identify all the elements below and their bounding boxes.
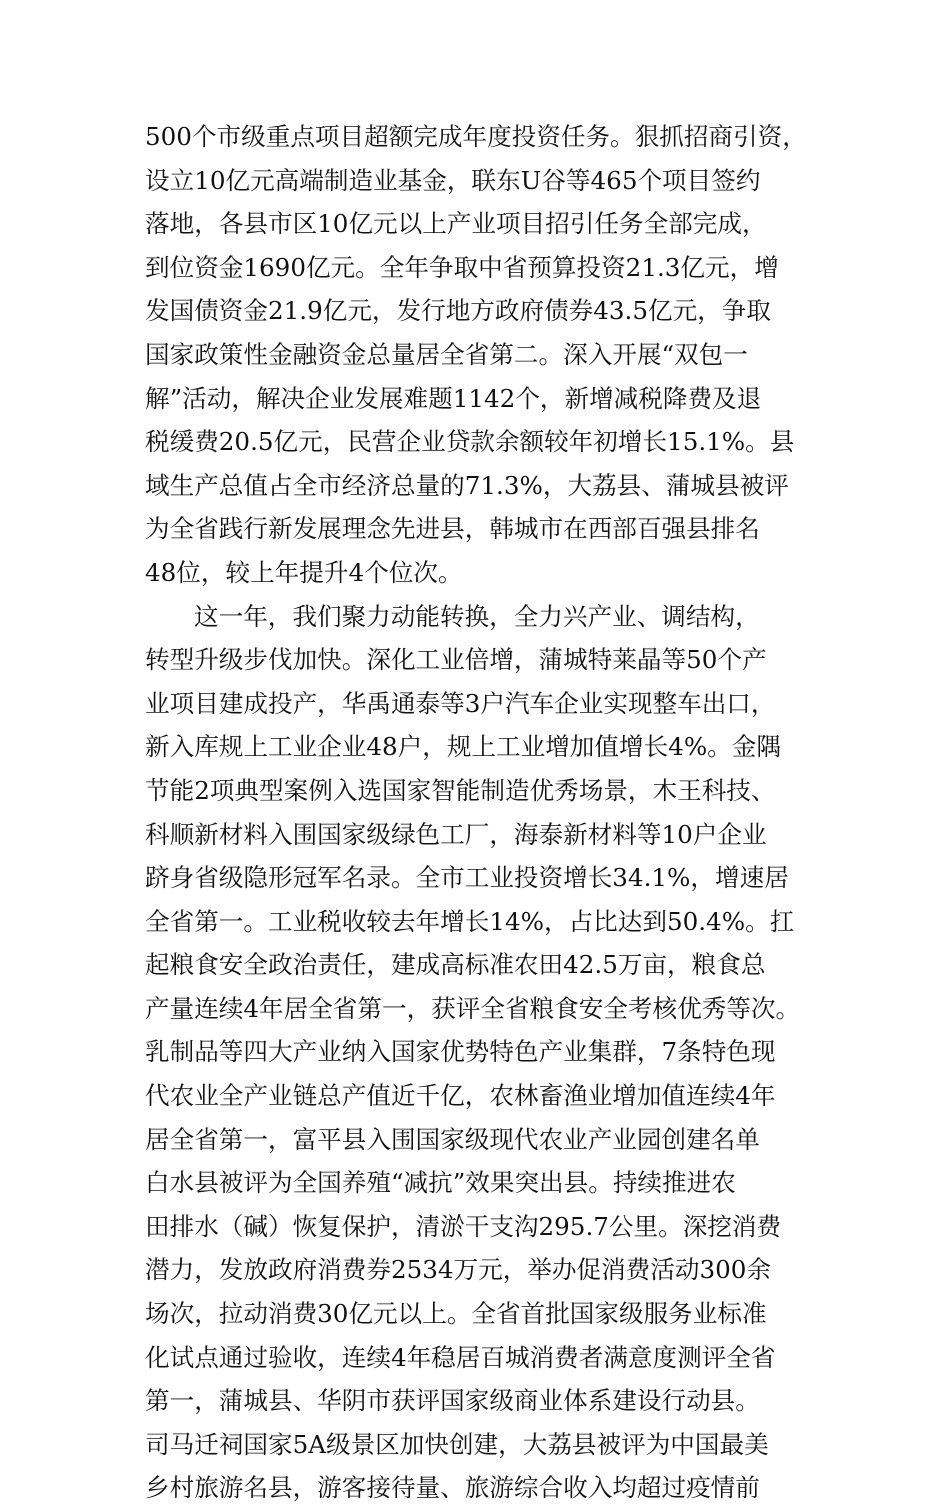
text-line: 场次，拉动消费30亿元以上。全省首批国家级服务业标准 — [145, 1299, 767, 1329]
text-line: 居全省第一，富平县入围国家级现代农业产业园创建名单 — [145, 1124, 760, 1154]
text-line: 节能2项典型案例入选国家智能制造优秀场景，木王科技、 — [145, 775, 776, 805]
text-line: 田排水（碱）恢复保护，清淤干支沟295.7公里。深挖消费 — [145, 1211, 782, 1241]
text-line: 为全省践行新发展理念先进县，韩城市在西部百强县排名 — [145, 514, 760, 544]
text-line: 化试点通过验收，连续4年稳居百城消费者满意度测评全省 — [145, 1342, 776, 1372]
text-line: 起粮食安全政治责任，建成高标准农田42.5万亩，粮食总 — [145, 950, 766, 980]
report-body-text — [145, 115, 815, 1510]
text-line: 国家政策性金融资金总量居全省第二。深入开展“双包一 — [145, 339, 748, 369]
paragraph-first-line: 这一年，我们聚力动能转换，全力兴产业、调结构， — [194, 601, 760, 631]
text-line: 域生产总值占全市经济总量的71.3%，大荔县、蒲城县被评 — [145, 470, 789, 500]
text-line: 转型升级步伐加快。深化工业倍增，蒲城特莱晶等50个产 — [145, 645, 767, 675]
text-line: 潜力，发放政府消费券2534万元，举办促消费活动300余 — [145, 1255, 772, 1285]
text-line: 业项目建成投产，华禹通泰等3户汽车企业实现整车出口， — [145, 688, 776, 718]
text-line: 科顺新材料入围国家级绿色工厂，海泰新材料等10户企业 — [145, 819, 767, 849]
text-line: 全省第一。工业税收较去年增长14%，占比达到50.4%。扛 — [145, 906, 795, 936]
text-line: 乳制品等四大产业纳入国家优势特色产业集群，7条特色现 — [145, 1037, 776, 1067]
text-line: 新入库规上工业企业48户，规上工业增加值增长4%。金隅 — [145, 732, 781, 762]
text-line: 500个市级重点项目超额完成年度投资任务。狠抓招商引资， — [145, 122, 807, 151]
text-line: 解”活动，解决企业发展难题1142个，新增减税降费及退 — [145, 383, 762, 413]
text-line: 白水县被评为全国养殖“减抗”效果突出县。持续推进农 — [145, 1168, 736, 1198]
text-line: 48位，较上年提升4个位次。 — [145, 557, 463, 587]
text-line: 第一，蒲城县、华阴市获评国家级商业体系建设行动县。 — [145, 1386, 760, 1416]
text-line: 产量连续4年居全省第一，获评全省粮食安全考核优秀等次。 — [145, 993, 801, 1023]
text-line: 代农业全产业链总产值近千亿，农林畜渔业增加值连续4年 — [145, 1081, 776, 1111]
text-line: 落地，各县市区10亿元以上产业项目招引任务全部完成， — [145, 209, 767, 239]
text-line: 跻身省级隐形冠军名录。全市工业投资增长34.1%，增速居 — [145, 863, 789, 893]
text-line: 到位资金1690亿元。全年争取中省预算投资21.3亿元，增 — [145, 252, 779, 282]
text-line: 设立10亿元高端制造业基金，联东U谷等465个项目签约 — [145, 165, 761, 195]
text-line: 税缓费20.5亿元，民营企业贷款余额较年初增长15.1%。县 — [145, 427, 795, 457]
text-line: 司马迁祠国家5A级景区加快创建，大荔县被评为中国最美 — [145, 1429, 769, 1459]
text-line: 发国债资金21.9亿元，发行地方政府债券43.5亿元，争取 — [145, 296, 771, 326]
text-line: 乡村旅游名县，游客接待量、旅游综合收入均超过疫情前 — [145, 1473, 760, 1503]
